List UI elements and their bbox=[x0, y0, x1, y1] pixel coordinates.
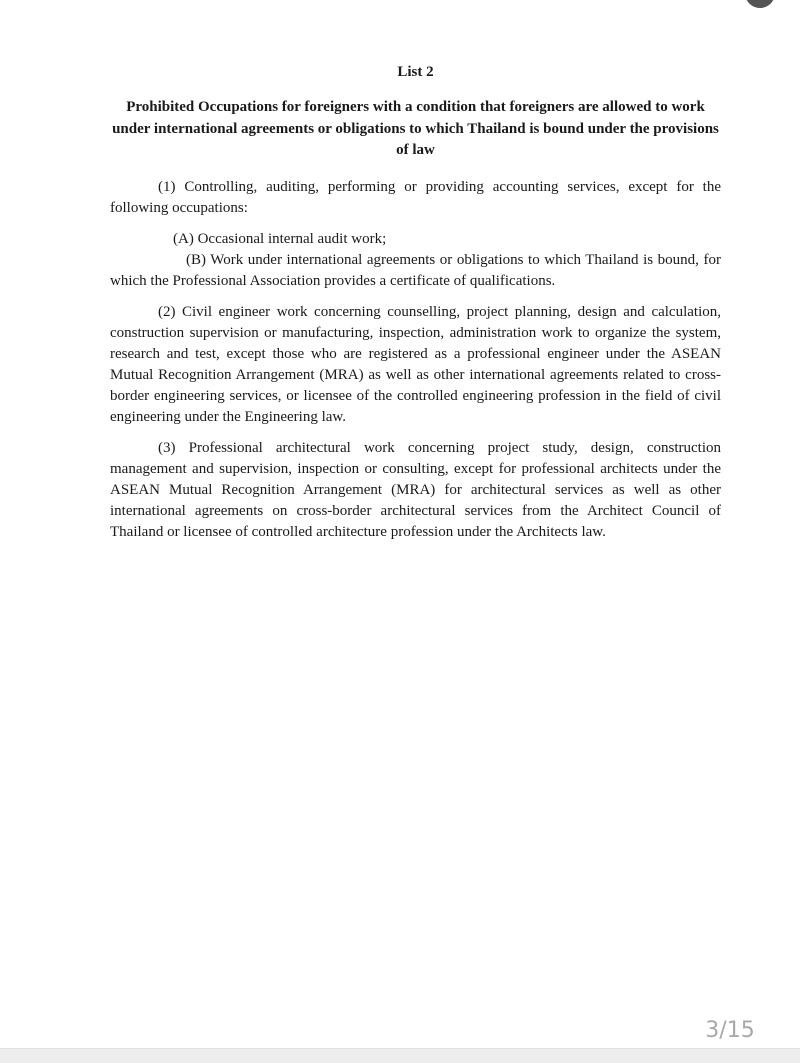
paragraph-1-item-b: (B) Work under international agreements or obligations to which Thailand is bound, for which the Professional Association provides a certificate of qualifications. bbox=[110, 251, 721, 289]
viewer-menu-button[interactable] bbox=[745, 0, 775, 8]
viewer-bottom-bar bbox=[0, 1048, 800, 1063]
page-indicator: 3/15 bbox=[705, 1018, 755, 1043]
document-content bbox=[110, 62, 721, 553]
list-title: List 2 bbox=[397, 64, 434, 80]
paragraph-3: (3) Professional architectural work concerning project study, design, construction management and supervision, inspection or consulting, except for professional architects under the ASEAN Mutual Recognition Arrangement (MRA) for architectural services as well as other international agreements on cross-border architectural services from the Architect Council of Thailand or licensee of controlled architecture profession under the Architects law. bbox=[110, 439, 721, 540]
paragraph-2: (2) Civil engineer work concerning counselling, project planning, design and calculation, construction supervision or manufacturing, inspection, administration work to organize the system, research and test, except those who are registered as a professional engineer under the ASEAN Mutual Recognition Arrangement (MRA) as well as other international agreements related to cross-border engineering services, or licensee of the controlled engineering profession in the field of civil engineering under the Engineering law. bbox=[110, 303, 721, 425]
document-heading: Prohibited Occupations for foreigners with a condition that foreigners are allowed to work under international agreements or obligations to which Thailand is bound under the provisions of law bbox=[112, 99, 719, 158]
paragraph-1-item-a: (A) Occasional internal audit work; bbox=[173, 230, 387, 247]
paragraph-1: (1) Controlling, auditing, performing or providing accounting services, except for the following occupations: bbox=[110, 178, 721, 216]
